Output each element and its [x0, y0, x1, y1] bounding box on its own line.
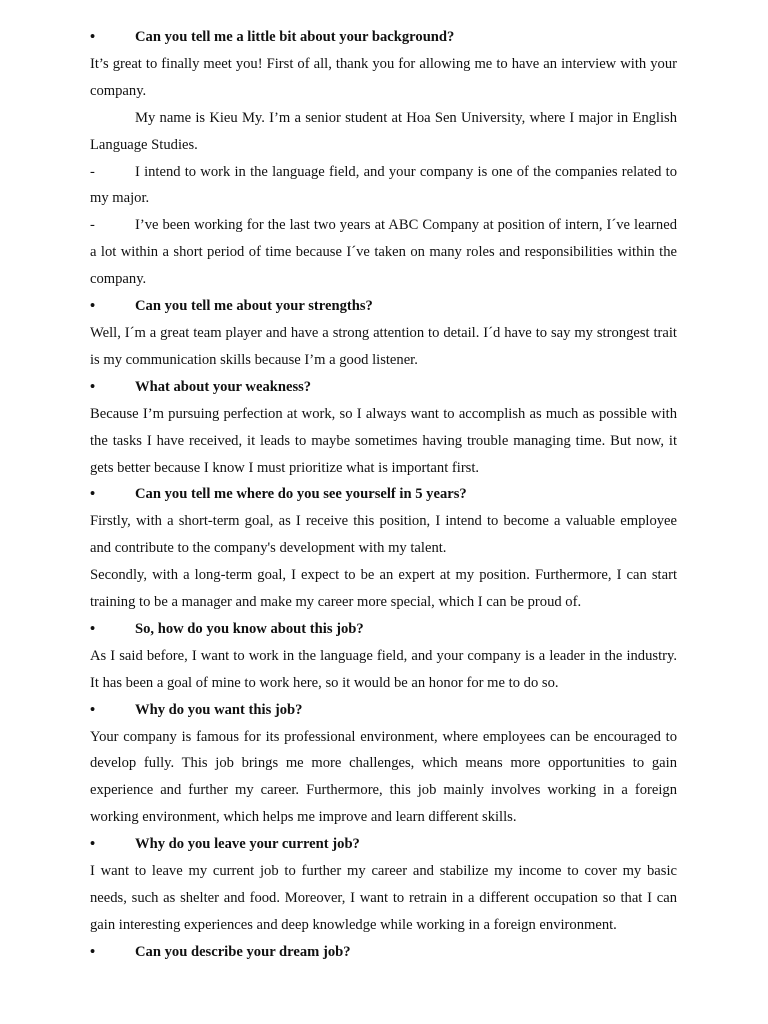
- question-heading: [90, 374, 677, 401]
- answer-paragraph: Because I’m pursuing perfection at work, so I always want to accomplish as much as possible with the tasks I have received, it leads to maybe sometimes having trouble managing time. But now, it gets better because I know I must prioritize what is important first.: [90, 405, 677, 476]
- question-text: Why do you want this job?: [135, 701, 303, 718]
- question-text: Can you tell me a little bit about your background?: [135, 29, 455, 45]
- question-text: So, how do you know about this job?: [135, 620, 364, 637]
- bullet-icon: •: [90, 298, 96, 315]
- question-text: Can you describe your dream job?: [135, 943, 351, 960]
- answer-paragraph: Secondly, with a long-term goal, I expect to be an expert at my position. Furthermore, I can start training to be a manager and make my career more special, which I can be proud of.: [90, 567, 677, 611]
- dash-marker: -: [90, 163, 95, 180]
- question-text: What about your weakness?: [135, 378, 312, 395]
- question-heading: [90, 697, 677, 724]
- question-heading: [90, 616, 677, 643]
- answer-dash-item: [90, 159, 677, 213]
- question-heading: [90, 481, 677, 508]
- bullet-icon: •: [90, 943, 96, 960]
- answer-paragraph: I want to leave my current job to further my career and stabilize my income to cover my basic needs, such as shelter and food. Moreover, I want to retrain in a different occupation so that I can gain interesting experiences and deep knowledge while working in a foreign environment.: [90, 863, 677, 933]
- answer-paragraph: It’s great to finally meet you! First of all, thank you for allowing me to have an interview with your company.: [90, 55, 677, 99]
- answer-paragraph: Your company is famous for its professional environment, where employees can be encouraged to develop fully. This job brings me more challenges, which means more opportunities to gain experience and further my career. Furthermore, this job mainly involves working in a foreign working environment, which helps me improve and learn different skills.: [90, 728, 677, 826]
- answer-text: I’ve been working for the last two years at ABC Company at position of intern, I´ve learned a lot within a short period of time because I´ve taken on many roles and responsibilities within the company.: [90, 217, 677, 288]
- question-heading: [90, 293, 677, 320]
- bullet-icon: •: [90, 836, 96, 853]
- answer-paragraph: My name is Kieu My. I’m a senior student at Hoa Sen University, where I major in English Language Studies.: [90, 109, 677, 153]
- answer-dash-item: [90, 212, 677, 293]
- question-heading: [90, 24, 677, 51]
- dash-marker: -: [90, 217, 95, 234]
- question-text: Can you tell me where do you see yourself in 5 years?: [135, 486, 467, 503]
- answer-text: I intend to work in the language field, and your company is one of the companies related to my major.: [90, 163, 677, 207]
- question-heading: [90, 831, 677, 858]
- answer-paragraph: Well, I´m a great team player and have a strong attention to detail. I´d have to say my strongest trait is my communication skills because I’m a good listener.: [90, 324, 677, 368]
- question-heading: [90, 939, 677, 966]
- bullet-icon: •: [90, 486, 96, 503]
- question-text: Why do you leave your current job?: [135, 836, 360, 853]
- document-page: [90, 24, 677, 966]
- bullet-icon: •: [90, 378, 96, 395]
- answer-paragraph: Firstly, with a short-term goal, as I receive this position, I intend to become a valuable employee and contribute to the company's development with my talent.: [90, 513, 677, 557]
- question-text: Can you tell me about your strengths?: [135, 298, 373, 315]
- bullet-icon: •: [90, 701, 96, 718]
- bullet-icon: •: [90, 620, 96, 637]
- bullet-icon: •: [90, 29, 96, 45]
- answer-paragraph: As I said before, I want to work in the language field, and your company is a leader in the industry. It has been a goal of mine to work here, so it would be an honor for me to do so.: [90, 647, 677, 691]
